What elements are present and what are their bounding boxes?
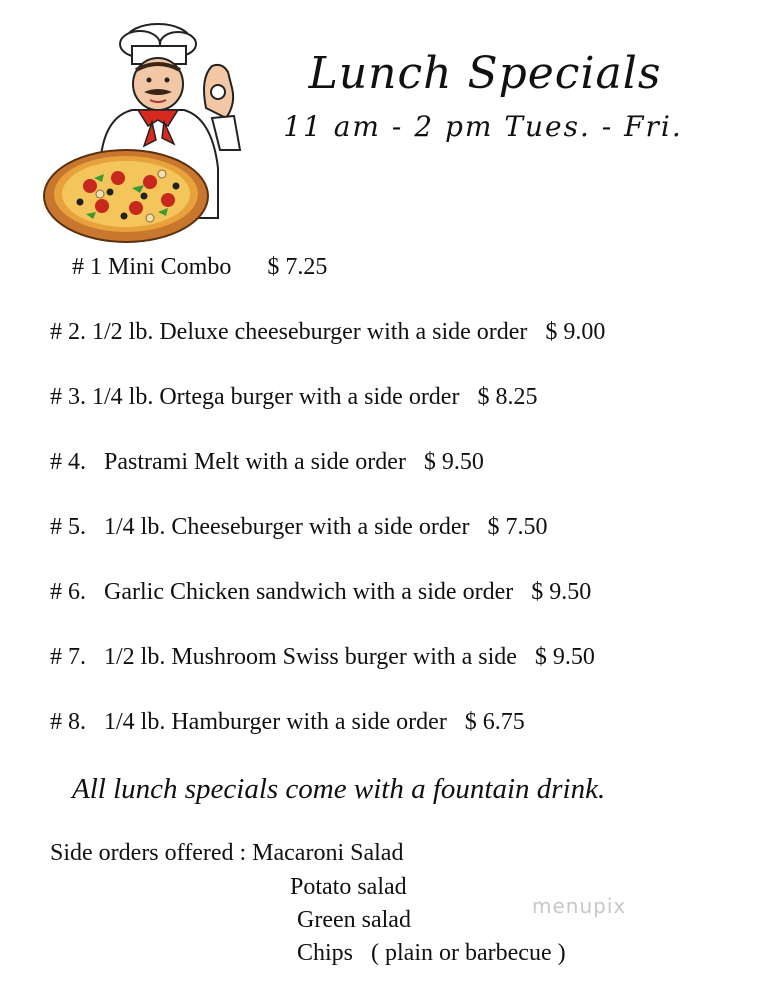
hours-text: 11 am - 2 pm Tues. - Fri. — [283, 110, 683, 143]
menu-item: # 5. 1/4 lb. Cheeseburger with a side order $ 7.50 — [50, 514, 548, 540]
menu-item: # 2. 1/2 lb. Deluxe cheeseburger with a side order $ 9.00 — [50, 319, 606, 345]
menu-item: # 1 Mini Combo $ 7.25 — [72, 254, 328, 280]
fountain-drink-note: All lunch specials come with a fountain drink. — [72, 773, 606, 805]
side-option: Potato salad — [290, 874, 407, 900]
menu-item: # 7. 1/2 lb. Mushroom Swiss burger with a side $ 9.50 — [50, 644, 595, 670]
menupix-watermark: menupix — [532, 894, 627, 918]
chef-with-pizza-icon — [40, 18, 255, 248]
page-title: Lunch Specials — [308, 48, 662, 99]
side-option: Chips ( plain or barbecue ) — [297, 940, 566, 966]
menu-item: # 4. Pastrami Melt with a side order $ 9.50 — [50, 449, 484, 475]
side-option: Green salad — [297, 907, 411, 933]
side-orders-label: Side orders offered : Macaroni Salad — [50, 840, 404, 866]
menu-item: # 8. 1/4 lb. Hamburger with a side order $ 6.75 — [50, 709, 525, 735]
menu-item: # 6. Garlic Chicken sandwich with a side order $ 9.50 — [50, 579, 592, 605]
menu-item: # 3. 1/4 lb. Ortega burger with a side order $ 8.25 — [50, 384, 538, 410]
